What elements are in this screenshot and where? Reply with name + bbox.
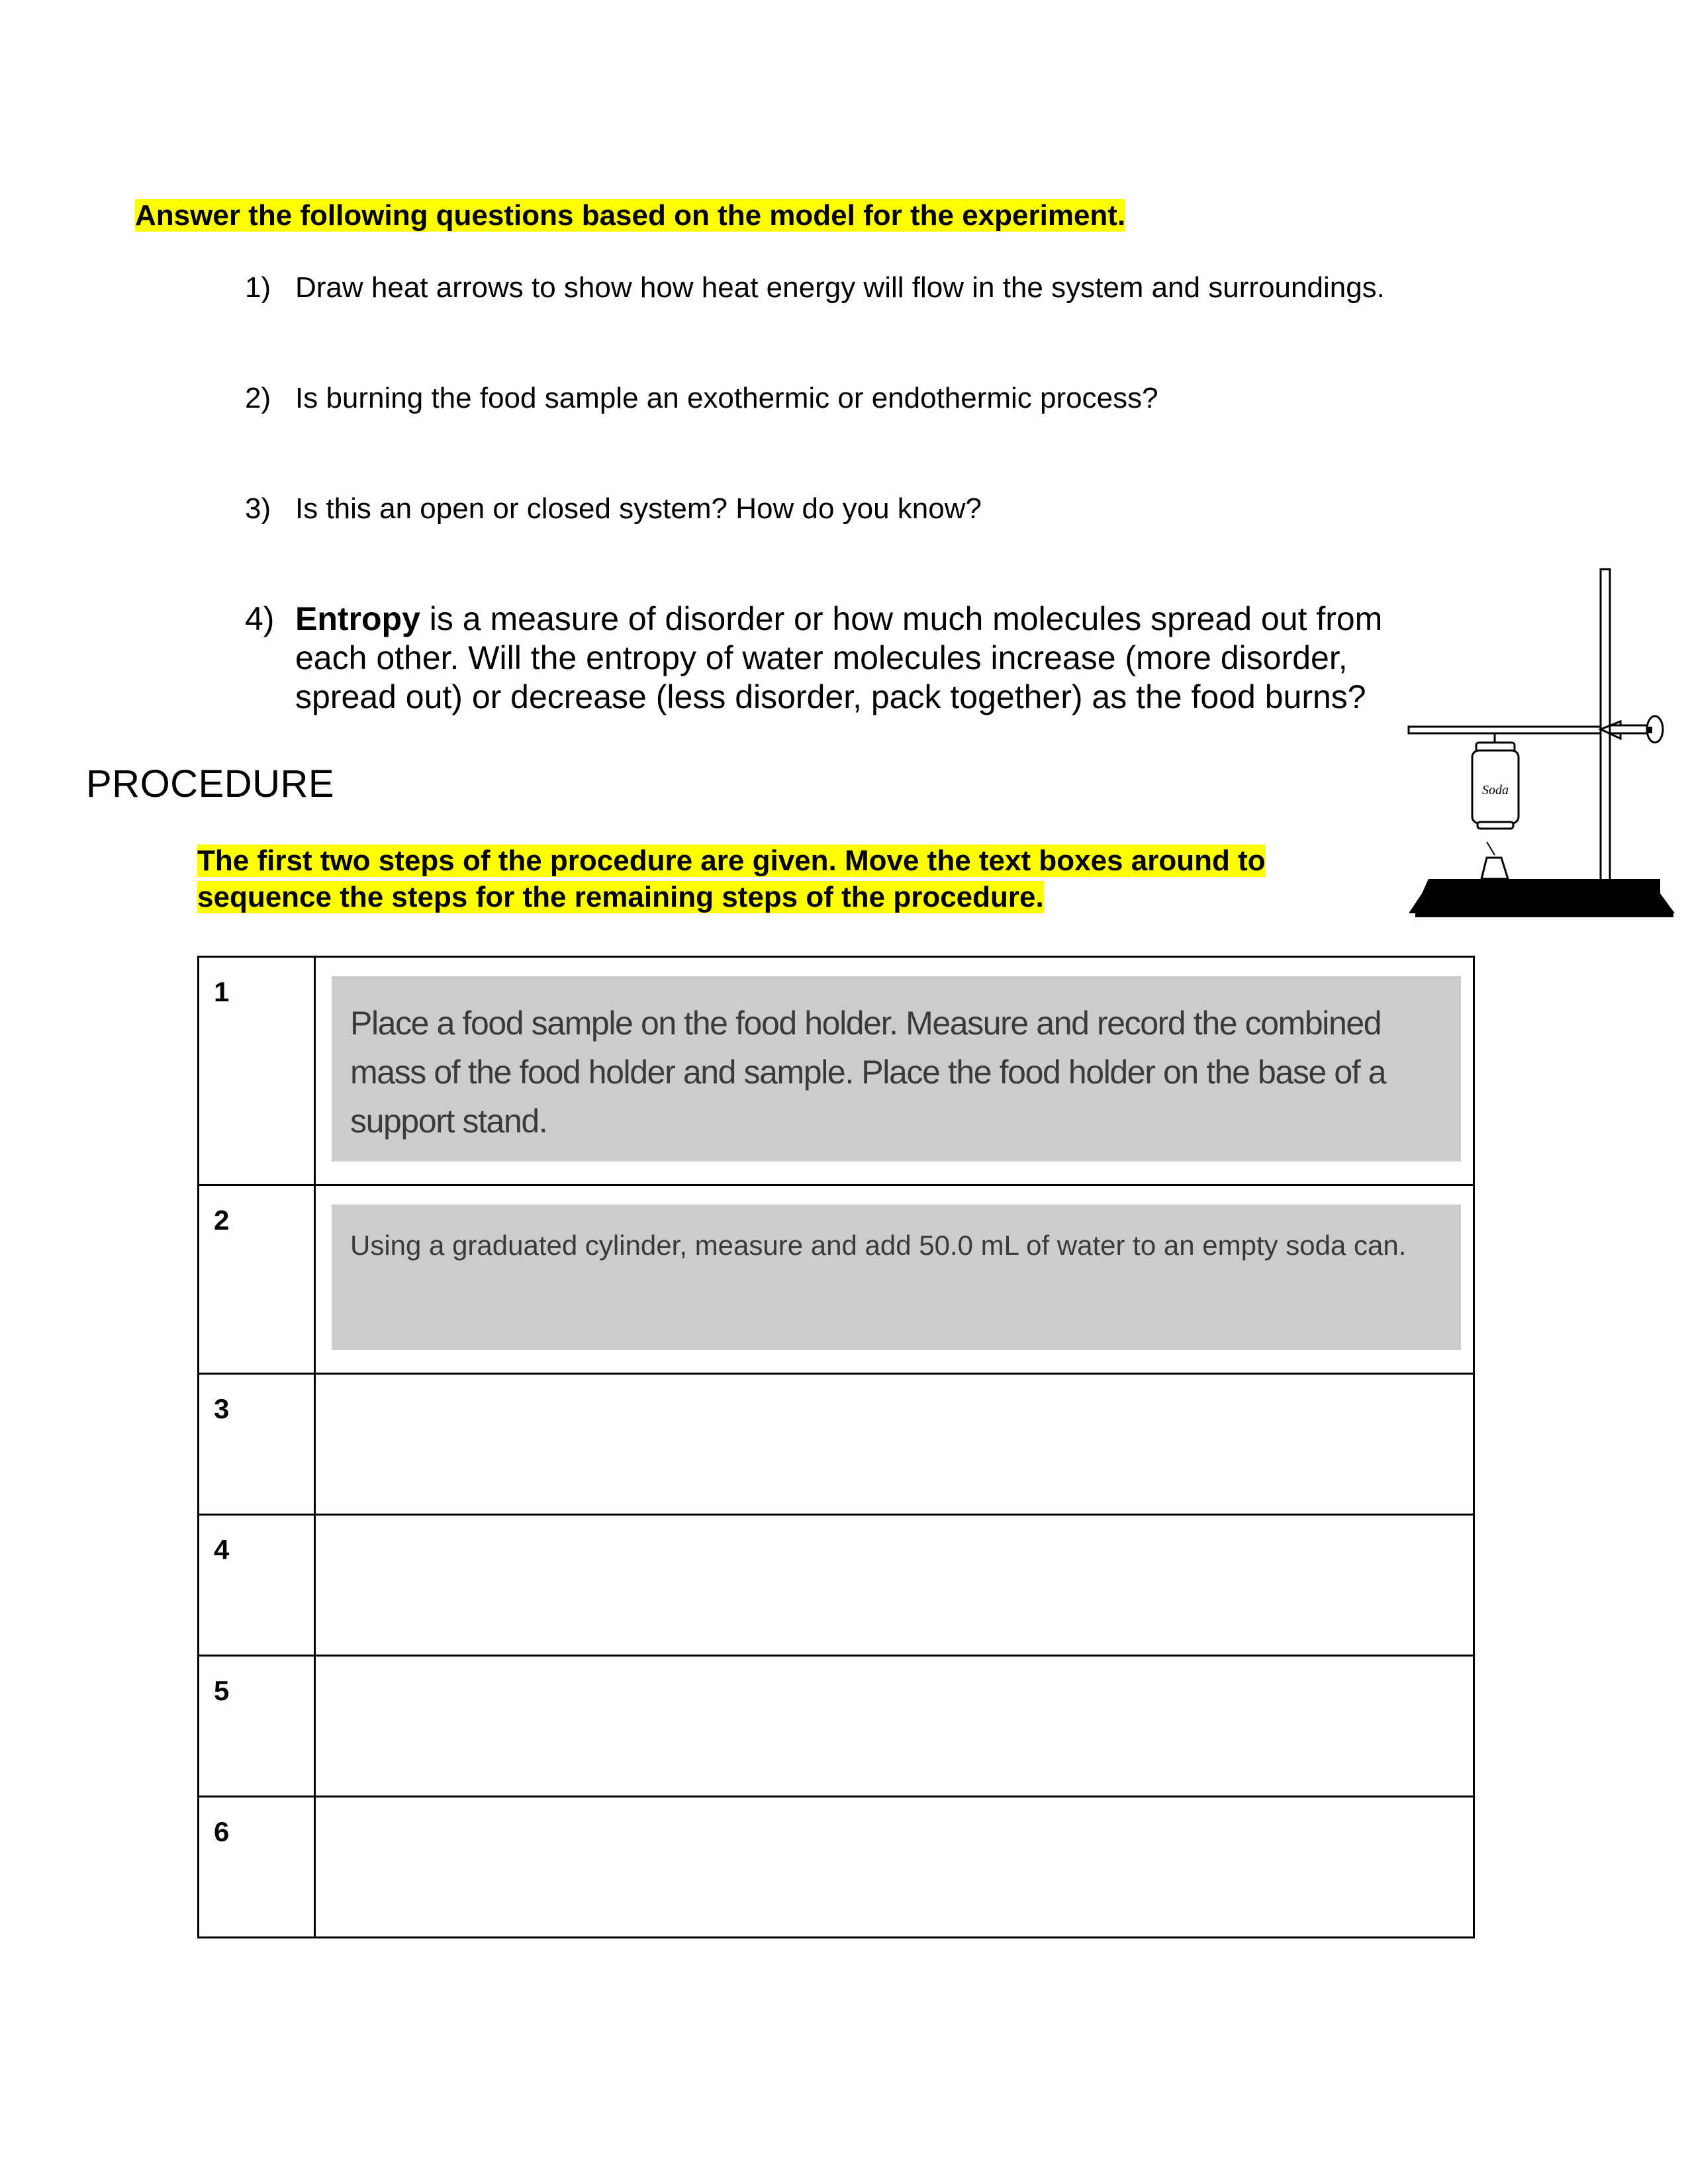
step-cell[interactable] [315, 1374, 1474, 1515]
question-text: Is burning the food sample an exothermic or endothermic process? [295, 382, 1158, 414]
table-row [199, 1374, 1474, 1515]
step-text-box[interactable]: Place a food sample on the food holder. Measure and record the combined mass of the food holder and sample. Place the food holder on the base of a support stand. [332, 976, 1461, 1161]
table-row [199, 1797, 1474, 1938]
step-number: 4 [199, 1515, 315, 1656]
step-cell[interactable] [315, 1797, 1474, 1938]
table-row [199, 1515, 1474, 1656]
step-cell [315, 957, 1474, 1185]
table-row [199, 1656, 1474, 1797]
soda-can-label: Soda [1482, 783, 1509, 797]
entropy-term: Entropy [295, 600, 420, 637]
step-cell[interactable] [315, 1656, 1474, 1797]
support-stand-diagram [1402, 556, 1680, 933]
food-holder [1481, 842, 1508, 879]
soda-can [1472, 743, 1519, 829]
instructions-heading [135, 197, 1125, 234]
table-row [199, 1185, 1474, 1374]
step-text-box[interactable]: Using a graduated cylinder, measure and add 50.0 mL of water to an empty soda can. [332, 1205, 1461, 1350]
question-text: Draw heat arrows to show how heat energy will flow in the system and surroundings. [295, 271, 1385, 304]
clamp-arm [1409, 727, 1601, 733]
procedure-steps-table [197, 956, 1475, 1938]
question-body: is a measure of disorder or how much molecules spread out from each other. Will the entropy of water molecules increase (more disorder, spread out) or decrease (less disorder, pack together) as the food burns? [295, 600, 1383, 715]
instructions-text: Answer the following questions based on the model for the experiment. [135, 199, 1126, 232]
step-number: 1 [199, 957, 315, 1185]
procedure-instructions [197, 842, 1376, 915]
step-number: 3 [199, 1374, 315, 1515]
stand-base [1409, 879, 1675, 913]
procedure-title: PROCEDURE [86, 762, 335, 805]
question-text [295, 600, 1383, 717]
step-cell [315, 1185, 1474, 1374]
question-number: 4) [245, 600, 275, 637]
question-number: 1) [245, 271, 271, 304]
question-number: 2) [245, 382, 271, 414]
question-text: Is this an open or closed system? How do you know? [295, 492, 982, 525]
step-number: 2 [199, 1185, 315, 1374]
table-row [199, 957, 1474, 1185]
step-cell[interactable] [315, 1515, 1474, 1656]
question-number: 3) [245, 492, 271, 525]
procedure-instructions-text: The first two steps of the procedure are given. Move the text boxes around to sequence the steps for the remaining steps of the procedure. [197, 844, 1266, 913]
step-number: 5 [199, 1656, 315, 1797]
question-4 [245, 600, 1383, 717]
step-number: 6 [199, 1797, 315, 1938]
